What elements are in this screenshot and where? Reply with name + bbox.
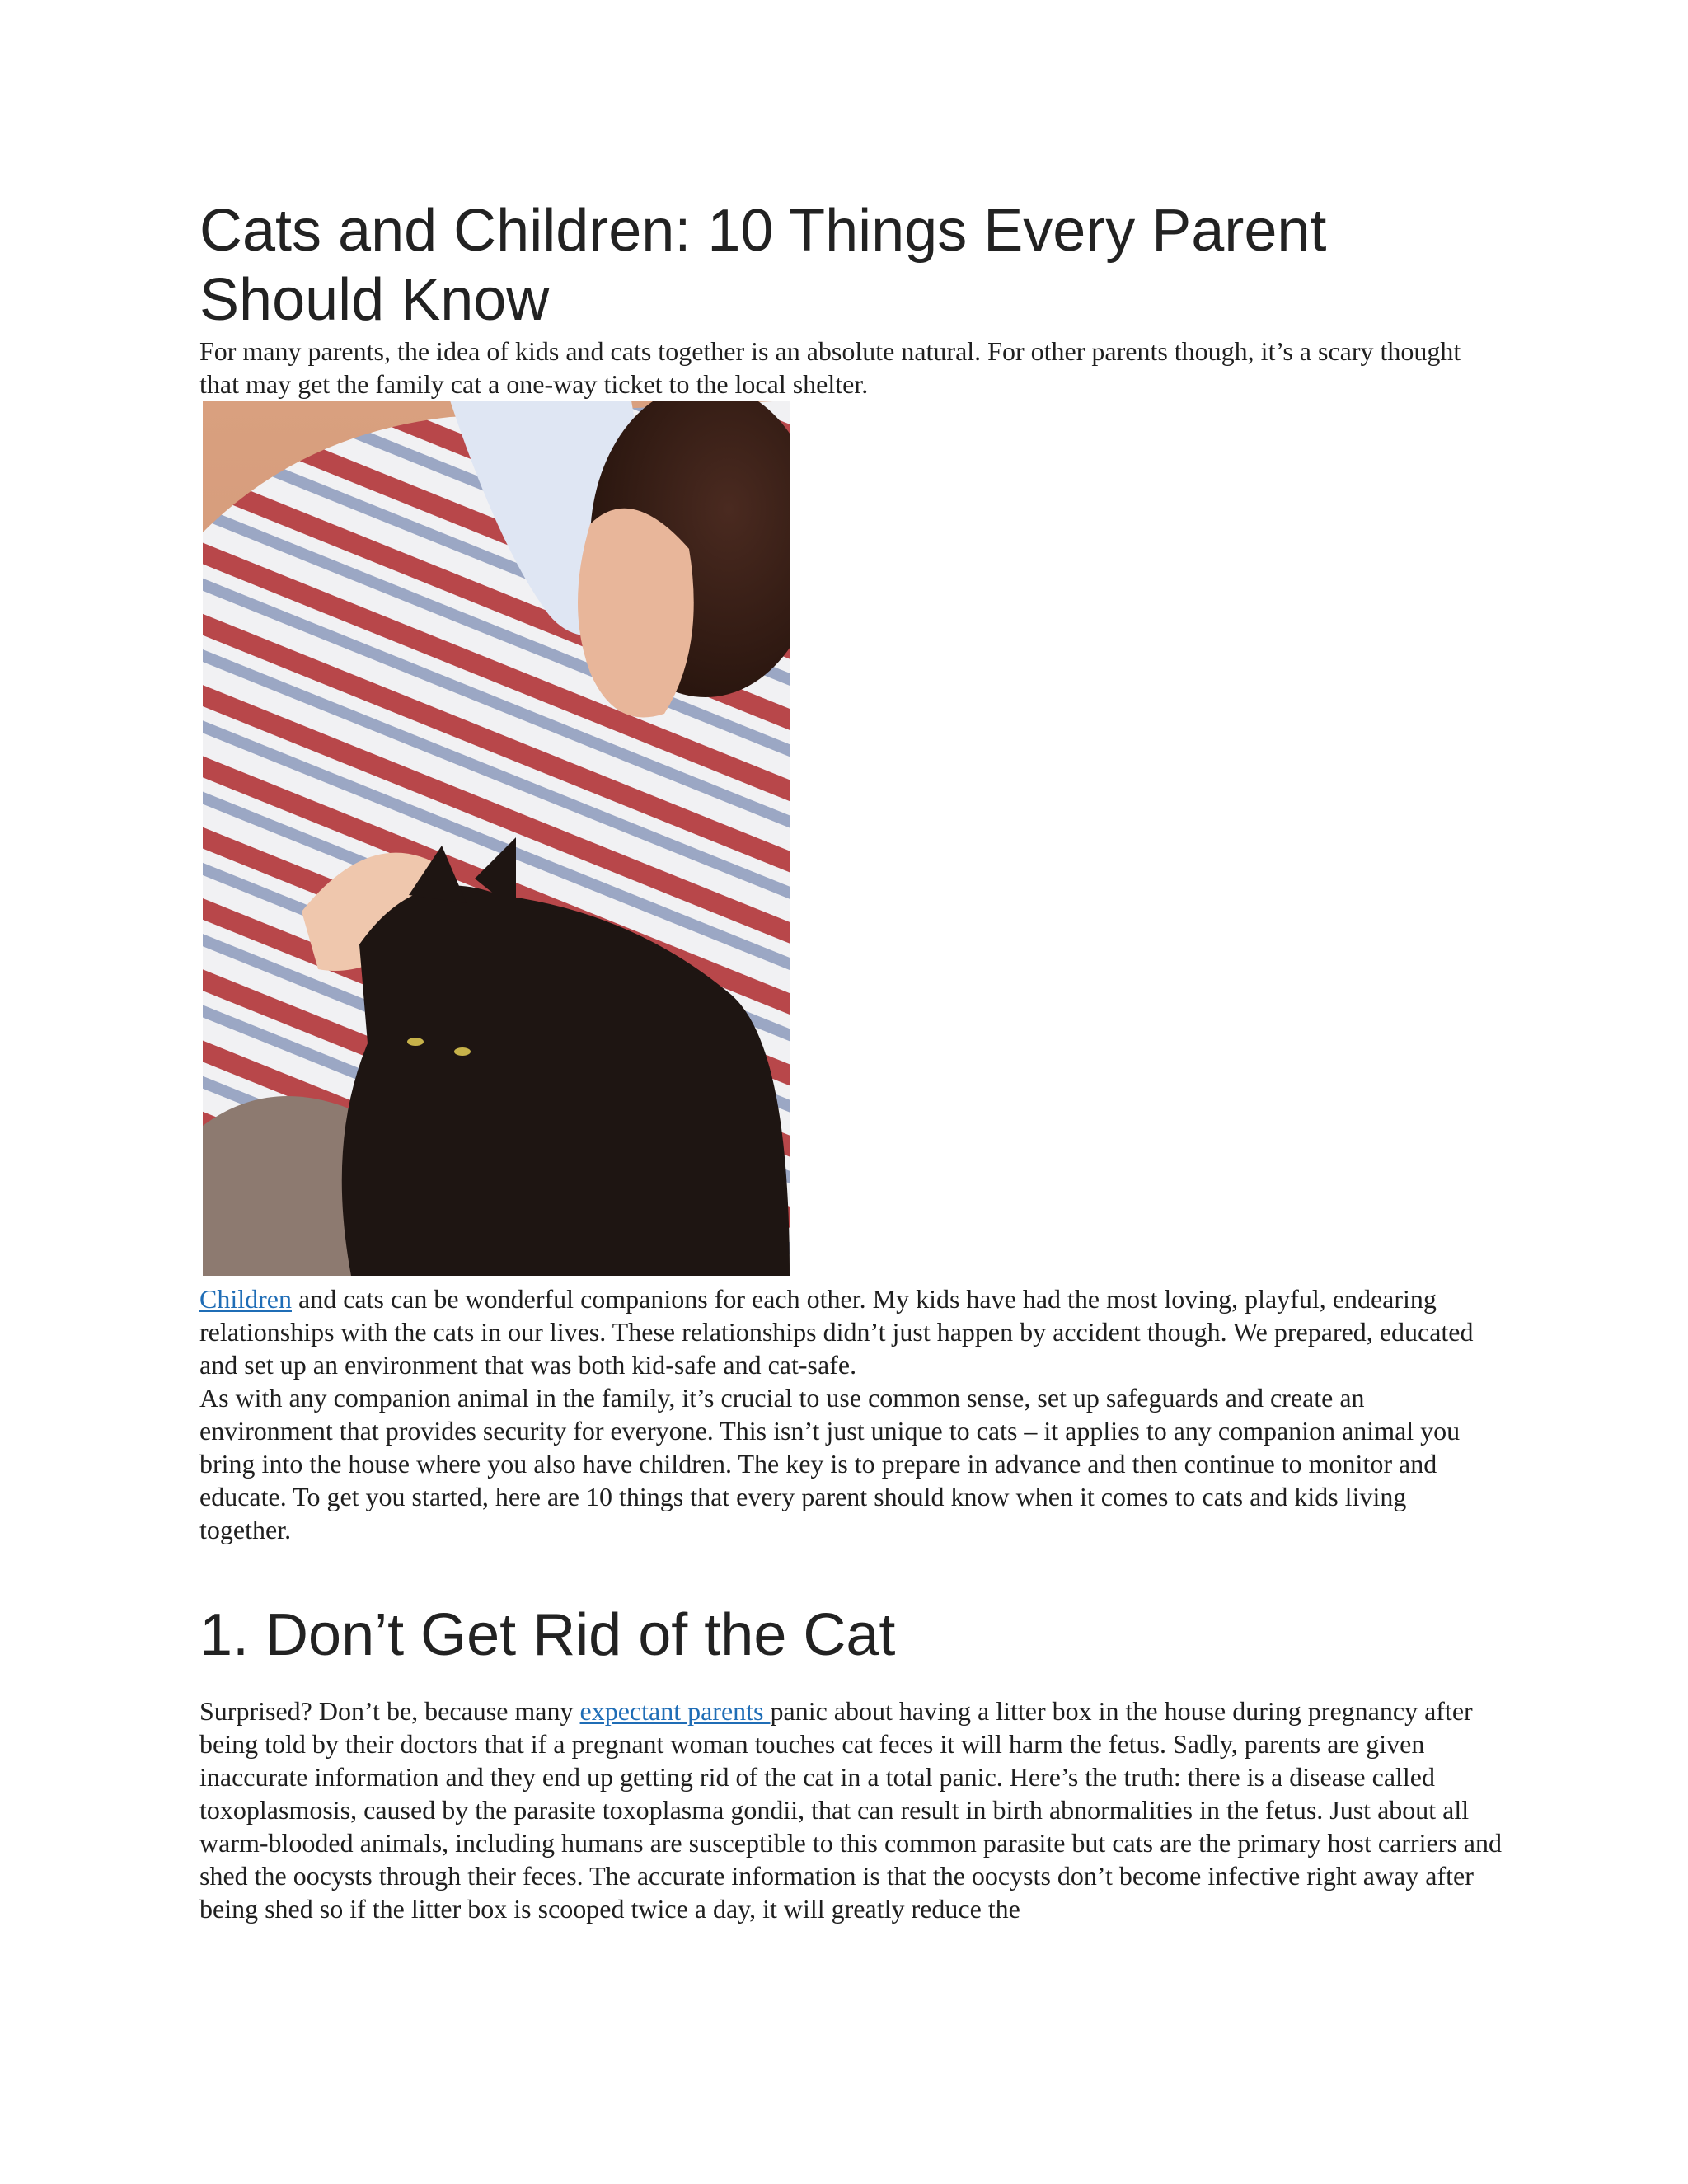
section-1-text-rest: panic about having a litter box in the house during pregnancy after being told by their doctors that if a pregnant woman touches cat feces it will harm the fetus. Sadly, parents are given inaccurate information and they end up getting rid of the cat in a total panic. Here’s the truth: there is a disease called toxoplasmosis, caused by the parasite toxoplasma gondii, that can result in birth abnormalities in the fetus. Just about all warm-blooded animals, including humans are susceptible to this common parasite but cats are the primary host carriers and shed the oocysts through their feces. The accurate information is that the oocysts don’t become infective right away after being shed so if the litter box is scooped twice a day, it will greatly reduce the [199,1696,1502,1924]
article-title: Cats and Children: 10 Things Every Parent Should Know [199,198,1327,333]
paragraph-1 [199,1282,1502,1381]
section-1-text-start: Surprised? Don’t be, because many [199,1696,580,1726]
paragraph-1-text: and cats can be wonderful companions for each other. My kids have had the most loving, playful, endearing relationships with the cats in our lives. These relationships didn’t just happen by accident though. We prepared, educated and set up an environment that was both kid-safe and cat-safe. [199,1284,1474,1380]
expectant-parents-link[interactable]: expectant parents [579,1696,771,1726]
article [199,196,1502,1925]
section-heading-1: 1. Don’t Get Rid of the Cat [199,1602,896,1668]
intro-paragraph: For many parents, the idea of kids and cats together is an absolute natural. For other parents though, it’s a scary thought that may get the family cat a one-way ticket to the local shelter. [199,336,1461,399]
article-photo [203,401,790,1276]
paragraph-2: As with any companion animal in the family, it’s crucial to use common sense, set up safeguards and create an environment that provides security for everyone. This isn’t just unique to cats – it applies to any companion animal you bring into the house where you also have children. The key is to prepare in advance and then continue to monitor and educate. To get you started, here are 10 things that every parent should know when it comes to cats and kids living together. [199,1383,1461,1544]
section-1-paragraph [199,1694,1502,1925]
children-link[interactable]: Children [199,1284,292,1314]
